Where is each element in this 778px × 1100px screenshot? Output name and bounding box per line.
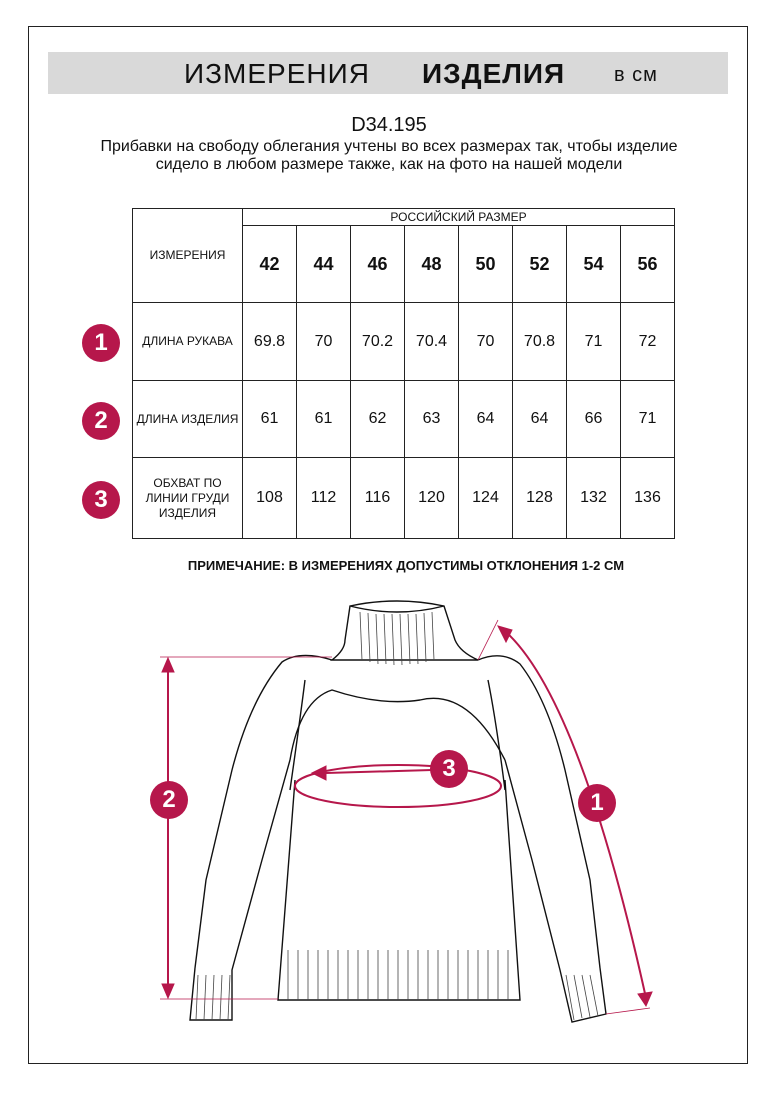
table-cell: 61 — [243, 381, 297, 458]
row-marker-1: 1 — [82, 324, 120, 362]
hem-ribbing — [288, 950, 508, 1000]
row-label: ОБХВАТ ПО ЛИНИИ ГРУДИ ИЗДЕЛИЯ — [133, 458, 243, 539]
size-group-label: РОССИЙСКИЙ РАЗМЕР — [243, 209, 675, 226]
table-cell: 63 — [405, 381, 459, 458]
row-label: ДЛИНА РУКАВА — [133, 303, 243, 381]
size-header: 46 — [351, 226, 405, 303]
table-cell: 64 — [459, 381, 513, 458]
size-header: 52 — [513, 226, 567, 303]
size-header: 54 — [567, 226, 621, 303]
table-cell: 124 — [459, 458, 513, 539]
chest-measure — [295, 765, 501, 807]
table-cell: 132 — [567, 458, 621, 539]
table-cell: 64 — [513, 381, 567, 458]
title-word-garment: ИЗДЕЛИЯ — [422, 58, 566, 89]
row-label: ДЛИНА ИЗДЕЛИЯ — [133, 381, 243, 458]
size-header: 42 — [243, 226, 297, 303]
sleeve-measure — [478, 620, 652, 1014]
table-cell: 116 — [351, 458, 405, 539]
size-header: 56 — [621, 226, 675, 303]
table-cell: 69.8 — [243, 303, 297, 381]
diagram-marker-2: 2 — [150, 781, 188, 819]
table-cell: 72 — [621, 303, 675, 381]
corner-label: ИЗМЕРЕНИЯ — [133, 209, 243, 303]
table-cell: 70.4 — [405, 303, 459, 381]
table-cell: 120 — [405, 458, 459, 539]
table-cell: 71 — [621, 381, 675, 458]
table-cell: 70.8 — [513, 303, 567, 381]
table-cell: 128 — [513, 458, 567, 539]
length-measure — [160, 657, 332, 999]
table-cell: 112 — [297, 458, 351, 539]
table-cell: 66 — [567, 381, 621, 458]
article-code: D34.195 — [351, 114, 427, 136]
table-cell: 61 — [297, 381, 351, 458]
table-cell: 136 — [621, 458, 675, 539]
fit-description: Прибавки на свободу облегания учтены во всех размерах так, чтобы изделие сидело в любом размере также, как на фото на нашей модели — [100, 138, 678, 173]
row-marker-3: 3 — [82, 481, 120, 519]
title-word-measurements: ИЗМЕРЕНИЯ — [184, 58, 370, 89]
size-header: 44 — [297, 226, 351, 303]
table-cell: 70 — [297, 303, 351, 381]
diagram-marker-3: 3 — [430, 750, 468, 788]
title-unit: в см — [614, 64, 658, 86]
table-cell: 70.2 — [351, 303, 405, 381]
table-cell: 62 — [351, 381, 405, 458]
row-marker-2: 2 — [82, 402, 120, 440]
size-header: 50 — [459, 226, 513, 303]
diagram-marker-1: 1 — [578, 784, 616, 822]
size-header: 48 — [405, 226, 459, 303]
cuff-ribbing — [196, 975, 598, 1020]
table-cell: 108 — [243, 458, 297, 539]
table-cell: 70 — [459, 303, 513, 381]
tolerance-note: ПРИМЕЧАНИЕ: В ИЗМЕРЕНИЯХ ДОПУСТИМЫ ОТКЛОНЕНИЯ 1-2 СМ — [187, 558, 625, 573]
table-cell: 71 — [567, 303, 621, 381]
